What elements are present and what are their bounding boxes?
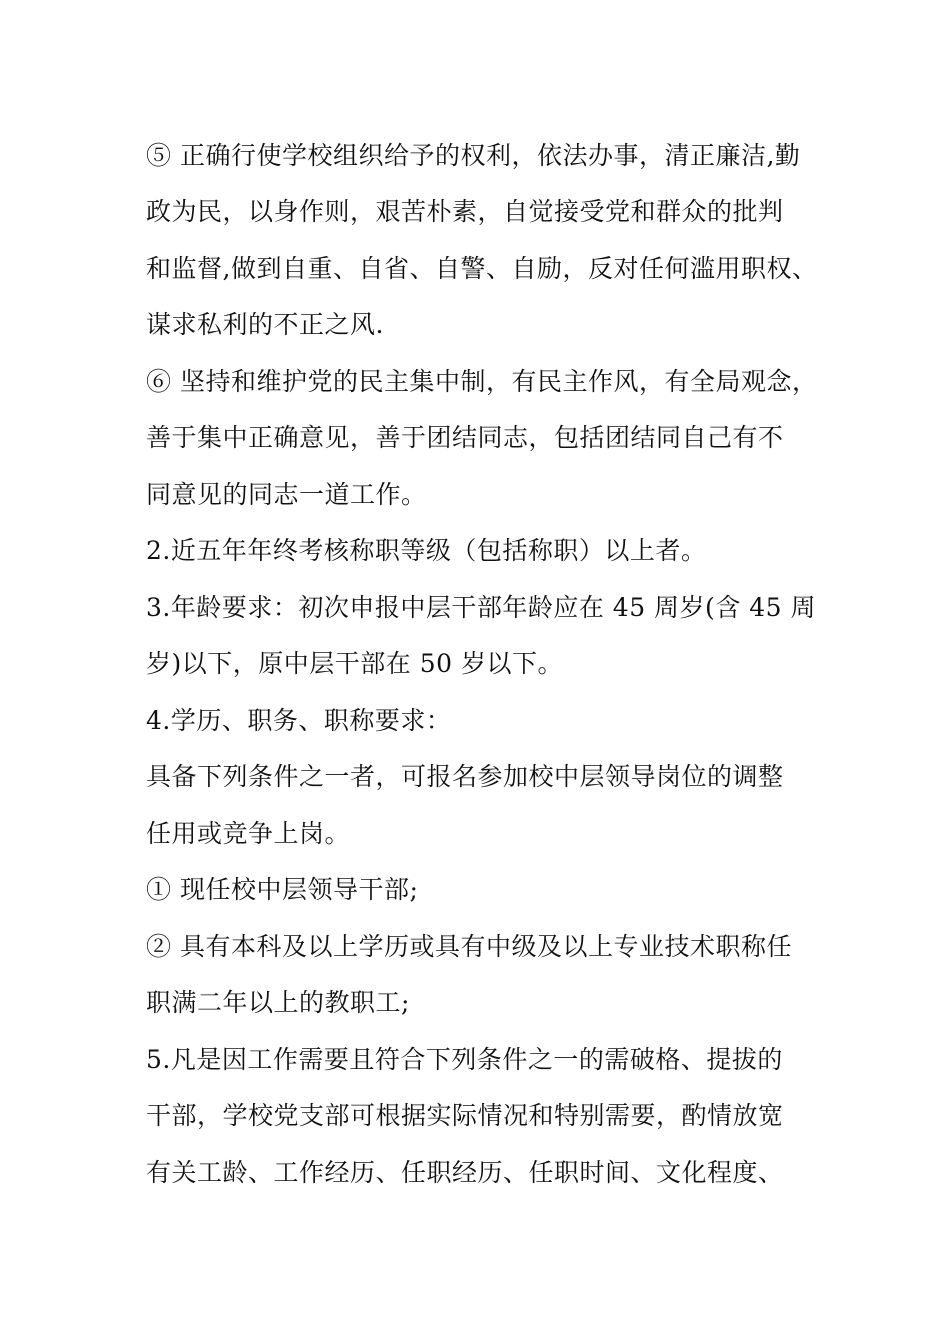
text-line: 有关工龄、工作经历、任职经历、任职时间、文化程度、 xyxy=(146,1158,784,1187)
text-line: ⑥ 坚持和维护党的民主集中制，有民主作风，有全局观念， xyxy=(146,367,818,396)
text-line: ⑤ 正确行使学校组织给予的权利，依法办事，清正廉洁,勤 xyxy=(146,141,801,170)
text-line: 5.凡是因工作需要且符合下列条件之一的需破格、提拔的 xyxy=(146,1045,783,1074)
text-line: 谋求私利的不正之风. xyxy=(146,310,384,339)
text-line: 3.年龄要求：初次申报中层干部年龄应在 45 周岁(含 45 周 xyxy=(146,593,817,622)
text-line: 2.近五年年终考核称职等级（包括称职）以上者。 xyxy=(146,536,707,565)
text-line: 岁)以下，原中层干部在 50 岁以下。 xyxy=(146,649,563,678)
text-line: 政为民，以身作则，艰苦朴素，自觉接受党和群众的批判 xyxy=(146,197,784,226)
text-line: ① 现任校中层领导干部; xyxy=(146,875,419,904)
text-line: 职满二年以上的教职工; xyxy=(146,988,410,1017)
text-line: 具备下列条件之一者，可报名参加校中层领导岗位的调整 xyxy=(146,762,784,791)
text-line: 和监督,做到自重、自省、自警、自励，反对任何滥用职权、 xyxy=(146,254,818,283)
text-line: 善于集中正确意见，善于团结同志，包括团结同自己有不 xyxy=(146,423,784,452)
text-line: 任用或竞争上岗。 xyxy=(146,819,351,848)
text-line: 4.学历、职务、职称要求： xyxy=(146,706,452,735)
text-line: 同意见的同志一道工作。 xyxy=(146,480,427,509)
text-line: 干部，学校党支部可根据实际情况和特别需要，酌情放宽 xyxy=(146,1101,784,1130)
text-line: ② 具有本科及以上学历或具有中级及以上专业技术职称任 xyxy=(146,932,792,961)
